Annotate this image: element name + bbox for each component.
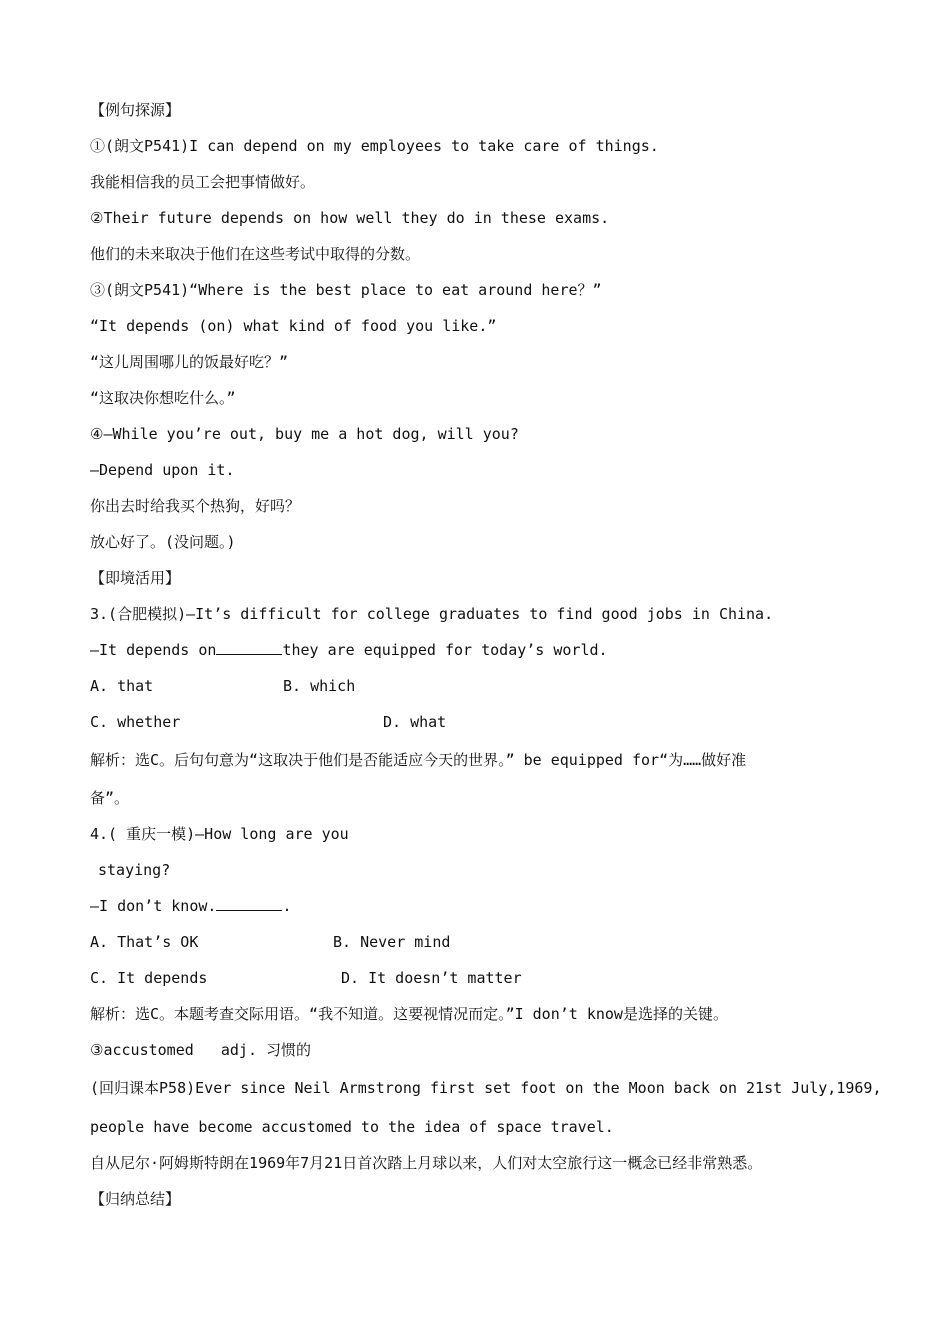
example-sentence-3: ③(朗文P541)“Where is the best place to eat around here？”	[90, 281, 602, 299]
question-3-explanation-cont: 备”。	[90, 789, 130, 807]
question-3-text-before: —It depends on	[90, 641, 217, 659]
option-b: B. which	[283, 677, 356, 695]
example-sentence-4-reply: —Depend upon it.	[90, 461, 235, 479]
document-page	[90, 92, 882, 1217]
question-3-explanation: 解析：选C。后句句意为“这取决于他们是否能适应今天的世界。” be equipped for“为……做好准	[90, 751, 747, 769]
question-3-stem: 3.(合肥模拟)—It’s difficult for college graduates to find good jobs in China.	[90, 605, 774, 623]
question-3-text-after: they are equipped for today’s world.	[282, 641, 608, 659]
option-c: C. It depends	[90, 969, 208, 987]
option-b: B. Never mind	[333, 933, 451, 951]
vocab-example-sentence: (回归课本P58)Ever since Neil Armstrong first set foot on the Moon back on 21st July,1969,	[90, 1079, 882, 1097]
example-sentence-1: ①(朗文P541)I can depend on my employees to take care of things.	[90, 137, 659, 155]
section-heading-summary: 【归纳总结】	[90, 1190, 181, 1208]
vocab-example-sentence-cont: people have become accustomed to the idea of space travel.	[90, 1118, 614, 1136]
question-3-blank-line	[90, 632, 870, 668]
example-sentence-2: ②Their future depends on how well they do in these exams.	[90, 209, 610, 227]
question-3-options-cd	[90, 704, 870, 740]
option-a: A. that	[90, 677, 154, 695]
question-4-stem: 4.( 重庆一模)—How long are you	[90, 825, 349, 843]
question-4-options-cd	[90, 960, 870, 996]
example-translation-3: “这儿周围哪儿的饭最好吃？”	[90, 353, 289, 371]
example-translation-1: 我能相信我的员工会把事情做好。	[90, 173, 316, 191]
example-sentence-4: ④—While you’re out, buy me a hot dog, will you?	[90, 425, 519, 443]
example-translation-4: 你出去时给我买个热狗，好吗？	[90, 497, 301, 515]
question-4-text-before: —I don’t know.	[90, 897, 217, 915]
option-a: A. That’s OK	[90, 933, 199, 951]
example-sentence-3-reply: “It depends (on) what kind of food you like.”	[90, 317, 497, 335]
example-translation-3-reply: “这取决你想吃什么。”	[90, 389, 236, 407]
question-3-options-ab	[90, 668, 870, 704]
option-d: D. what	[383, 713, 447, 731]
example-translation-2: 他们的未来取决于他们在这些考试中取得的分数。	[90, 245, 421, 263]
vocab-example-translation: 自从尼尔·阿姆斯特朗在1969年7月21日首次踏上月球以来，人们对太空旅行这一概念已经非常熟悉。	[90, 1154, 763, 1172]
answer-blank	[216, 640, 282, 655]
section-heading-practice: 【即境活用】	[90, 569, 181, 587]
vocab-heading-accustomed: ③accustomed adj. 习惯的	[90, 1041, 312, 1059]
question-4-stem-cont: staying?	[98, 861, 171, 879]
example-translation-4-reply: 放心好了。(没问题。)	[90, 533, 236, 551]
answer-blank	[216, 896, 282, 911]
question-4-text-after: .	[282, 897, 292, 915]
question-4-explanation: 解析：选C。本题考查交际用语。“我不知道。这要视情况而定。”I don’t know是选择的关键。	[90, 1005, 728, 1023]
question-4-options-ab	[90, 924, 870, 960]
section-heading-examples: 【例句探源】	[90, 101, 181, 119]
option-d: D. It doesn’t matter	[341, 969, 522, 987]
option-c: C. whether	[90, 713, 181, 731]
question-4-blank-line	[90, 888, 870, 924]
